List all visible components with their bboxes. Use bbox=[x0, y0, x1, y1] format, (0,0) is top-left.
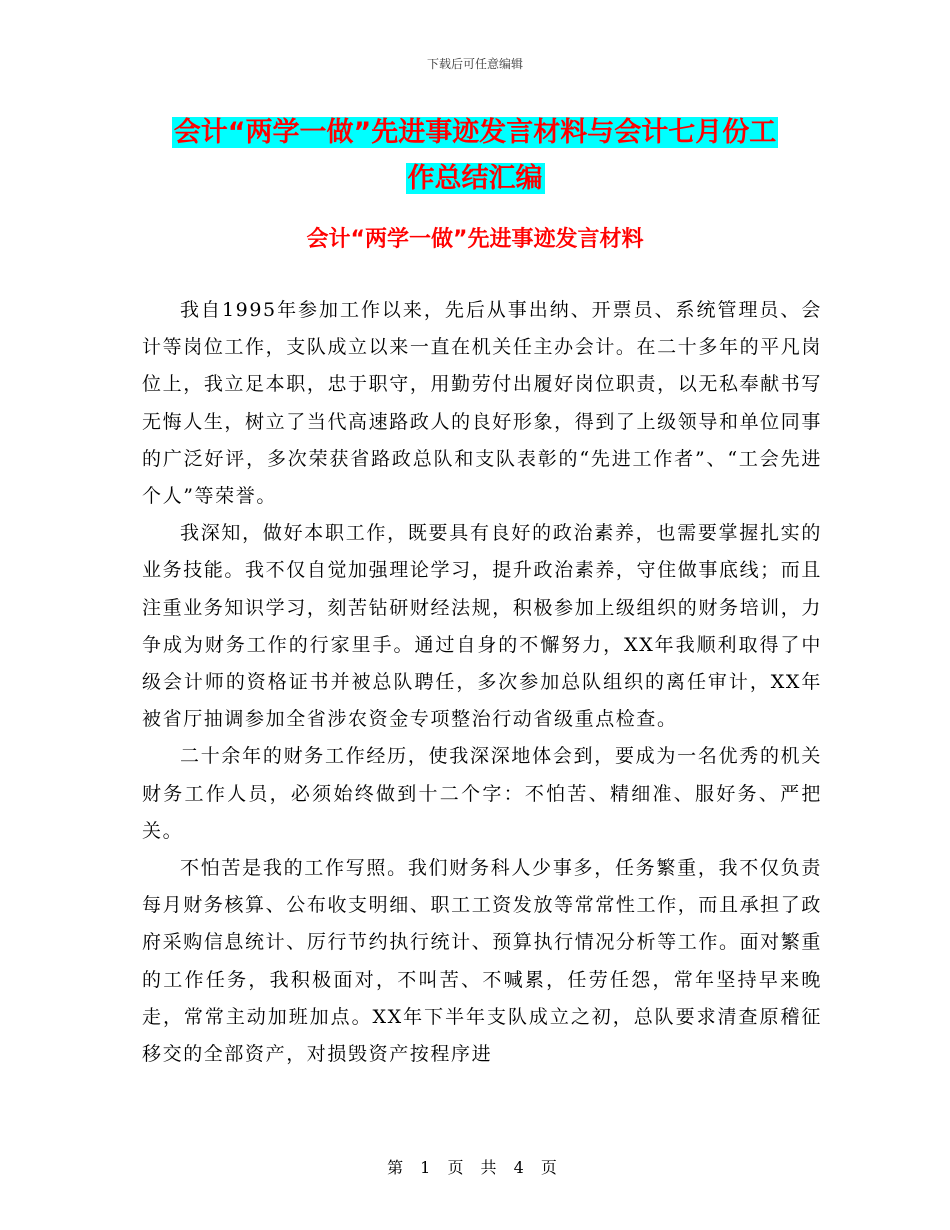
paragraph: 二十余年的财务工作经历，使我深深地体会到，要成为一名优秀的机关财务工作人员，必须始终做到十二个字：不怕苦、精细准、服好务、严把关。 bbox=[142, 745, 822, 842]
body-text bbox=[142, 292, 822, 1073]
header-note: 下载后可任意编辑 bbox=[426, 57, 523, 71]
paragraph: 不怕苦是我的工作写照。我们财务科人少事多，任务繁重，我不仅负责每月财务核算、公布收支明细、职工工资发放等常常性工作，而且承担了政府采购信息统计、厉行节约执行统计、预算执行情况分析等工作。面对繁重的工作任务，我积极面对，不叫苦、不喊累，任劳任怨，常年坚持早来晚走，常常主动加班加点。XX年下半年支队成立之初，总队要求清查原稽征移交的全部资产，对损毁资产按程序进 bbox=[142, 857, 822, 1066]
document-title-line-2: 作总结汇编 bbox=[407, 163, 543, 194]
page-footer: 第 1 页 共 4 页 bbox=[387, 1158, 563, 1177]
section-title: 会计“两学一做”先进事迹发言材料 bbox=[306, 227, 644, 252]
paragraph: 我自1995年参加工作以来，先后从事出纳、开票员、系统管理员、会计等岗位工作，支队成立以来一直在机关任主办会计。在二十多年的平凡岗位上，我立足本职，忠于职守，用勤劳付出履好岗位职责，以无私奉献书写无悔人生，树立了当代高速路政人的良好形象，得到了上级领导和单位同事的广泛好评，多次荣获省路政总队和支队表彰的“先进工作者”、“工会先进个人”等荣誉。 bbox=[142, 299, 822, 508]
document-title-line-1: 会计“两学一做”先进事迹发言材料与会计七月份工 bbox=[173, 117, 777, 148]
paragraph: 我深知，做好本职工作，既要具有良好的政治素养，也需要掌握扎实的业务技能。我不仅自觉加强理论学习，提升政治素养，守住做事底线；而且注重业务知识学习，刻苦钻研财经法规，积极参加上级组织的财务培训，力争成为财务工作的行家里手。通过自身的不懈努力，XX年我顺利取得了中级会计师的资格证书并被总队聘任，多次参加总队组织的离任审计，XX年被省厅抽调参加全省涉农资金专项整治行动省级重点检查。 bbox=[142, 522, 822, 731]
document-title bbox=[0, 110, 950, 202]
